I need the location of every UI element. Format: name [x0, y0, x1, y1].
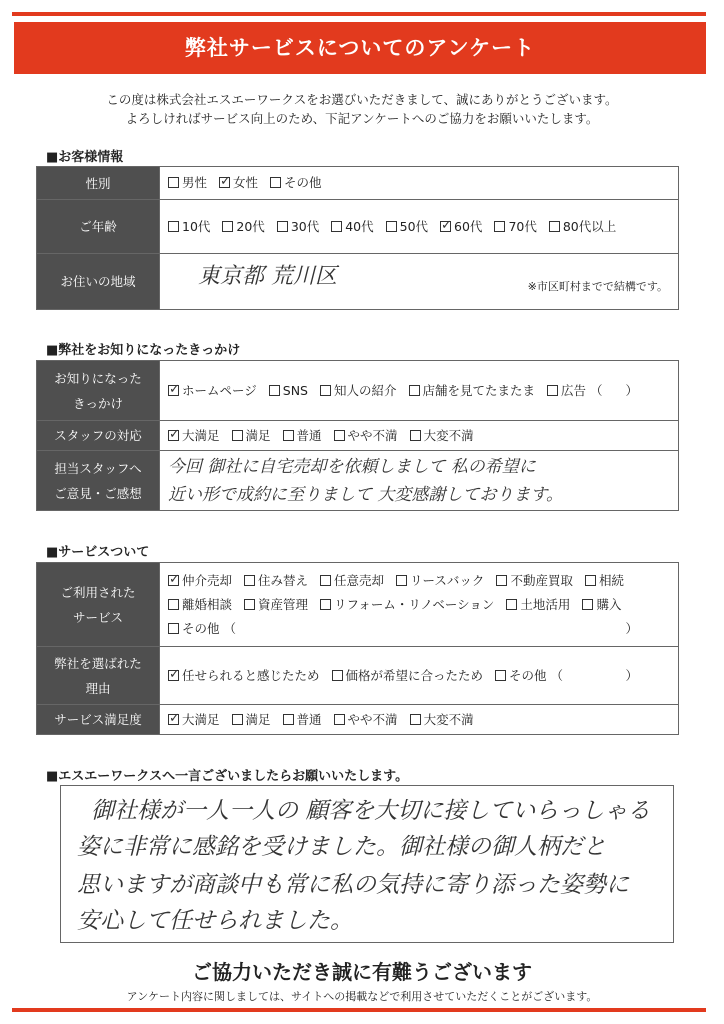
staff-label: スタッフの対応 — [37, 421, 160, 451]
used-label-line: ご利用された — [60, 584, 136, 600]
checkbox-checked-icon[interactable] — [219, 177, 230, 188]
checkbox-option[interactable] — [232, 712, 271, 727]
reason-label — [37, 647, 160, 705]
checkbox-label: 不動産買取 — [510, 572, 573, 588]
checkbox-label: その他 — [284, 175, 322, 190]
checkbox-option[interactable] — [585, 573, 624, 588]
intro-line: よろしければサービス向上のため、下記アンケートへのご協力をお願いいたします。 — [125, 111, 599, 126]
message-line: 御社様が一人一人の 顧客を大切に接していらっしゃる — [91, 798, 651, 824]
page-title: 弊社サービスについてのアンケート — [14, 22, 706, 74]
how-label — [37, 361, 160, 421]
checkbox-icon[interactable] — [331, 221, 342, 232]
close-paren: ） — [625, 667, 638, 683]
checkbox-icon[interactable] — [410, 430, 421, 441]
checkbox-label: 20代 — [236, 218, 265, 234]
bottom-accent-line — [12, 1008, 706, 1012]
used-label-line: サービス — [72, 609, 123, 625]
checkbox-option[interactable] — [277, 219, 319, 234]
checkbox-label: 大満足 — [182, 711, 220, 727]
checkbox-icon[interactable] — [168, 623, 179, 634]
checkbox-option[interactable] — [168, 428, 220, 443]
checkbox-label: SNS — [282, 382, 308, 398]
checkbox-label: 普通 — [296, 427, 322, 443]
checkbox-label: 60代 — [454, 218, 483, 234]
checkbox-label: 男性 — [182, 175, 208, 190]
checkbox-label: 70代 — [508, 218, 537, 234]
age-options — [160, 200, 679, 254]
checkbox-label: 相続 — [598, 572, 624, 588]
message-line: 安心して任せられました。 — [77, 908, 353, 934]
checkbox-icon[interactable] — [232, 714, 243, 725]
footer-note: アンケート内容に関しましては、サイトへの掲載などで利用させていただくことがございます。 — [126, 990, 598, 1003]
checkbox-label: 50代 — [399, 218, 429, 234]
reason-options — [160, 647, 679, 705]
reason-label-line: 理由 — [85, 680, 111, 696]
checkbox-option[interactable] — [168, 621, 236, 636]
used-label — [37, 563, 160, 647]
checkbox-option[interactable] — [334, 712, 398, 727]
checkbox-icon[interactable] — [277, 221, 288, 232]
satisfaction-label: サービス満足度 — [37, 705, 160, 735]
checkbox-option[interactable] — [232, 428, 271, 443]
top-accent-line — [12, 12, 706, 16]
checkbox-icon[interactable] — [332, 670, 343, 681]
trigger-table — [36, 360, 679, 511]
checkbox-option[interactable] — [320, 383, 397, 398]
reason-label-line: 弊社を選ばれた — [54, 655, 142, 671]
checkbox-label: 価格が希望に合ったため — [345, 667, 484, 683]
checkbox-icon[interactable] — [547, 385, 558, 396]
checkbox-label: 満足 — [245, 427, 271, 443]
checkbox-checked-icon[interactable] — [168, 575, 179, 586]
checkbox-checked-icon[interactable] — [168, 714, 179, 725]
checkbox-icon[interactable] — [244, 575, 255, 586]
checkbox-checked-icon[interactable] — [440, 221, 451, 232]
checkbox-option[interactable] — [219, 175, 258, 190]
opinion-field[interactable] — [160, 451, 679, 511]
checkbox-icon[interactable] — [222, 221, 233, 232]
close-paren: ） — [625, 382, 638, 398]
thanks-text: ご協力いただき誠に有難うございます — [192, 960, 532, 984]
checkbox-label: リフォーム・リノベーション — [334, 596, 495, 612]
checkbox-option[interactable] — [283, 428, 322, 443]
checkbox-option[interactable] — [269, 383, 308, 398]
checkbox-label: 住み替え — [258, 572, 309, 588]
checkbox-icon[interactable] — [396, 575, 407, 586]
checkbox-option[interactable] — [270, 175, 322, 190]
opinion-label-line: ご意見・ご感想 — [54, 485, 142, 501]
checkbox-icon[interactable] — [585, 575, 596, 586]
checkbox-label: 大満足 — [182, 427, 220, 443]
checkbox-label: ホームページ — [182, 382, 257, 398]
checkbox-option[interactable] — [496, 573, 573, 588]
opinion-label — [37, 451, 160, 511]
how-options — [160, 361, 679, 421]
checkbox-label: 普通 — [296, 711, 322, 727]
intro-text — [0, 90, 724, 128]
checkbox-option[interactable] — [386, 219, 428, 234]
checkbox-option[interactable] — [334, 428, 398, 443]
message-line: 姿に非常に感銘を受けました。御社様の御人柄だと — [77, 834, 606, 860]
checkbox-icon[interactable] — [334, 430, 345, 441]
checkbox-icon[interactable] — [582, 599, 593, 610]
checkbox-option[interactable] — [410, 428, 474, 443]
checkbox-option[interactable] — [396, 573, 484, 588]
checkbox-option[interactable] — [168, 175, 207, 190]
checkbox-label: 購入 — [596, 596, 622, 612]
checkbox-label: その他 （ — [182, 620, 236, 636]
checkbox-option[interactable] — [168, 573, 232, 588]
checkbox-icon[interactable] — [283, 430, 294, 441]
checkbox-icon[interactable] — [334, 714, 345, 725]
checkbox-icon[interactable] — [320, 599, 331, 610]
checkbox-icon[interactable] — [283, 714, 294, 725]
opinion-line: 今回 御社に自宅売却を依頼しまして 私の希望に — [168, 456, 536, 477]
checkbox-icon[interactable] — [506, 599, 517, 610]
area-value: 東京都 荒川区 — [198, 263, 337, 289]
checkbox-option[interactable] — [320, 573, 384, 588]
opinion-line: 近い形で成約に至りまして 大変感謝しております。 — [168, 484, 564, 505]
checkbox-option[interactable] — [410, 712, 474, 727]
checkbox-label: 知人の紹介 — [334, 382, 397, 398]
checkbox-icon[interactable] — [494, 221, 505, 232]
checkbox-label: 満足 — [245, 711, 271, 727]
checkbox-option[interactable] — [320, 597, 494, 612]
checkbox-icon[interactable] — [232, 430, 243, 441]
message-field[interactable] — [60, 785, 674, 943]
satisfaction-options — [160, 705, 679, 735]
how-label-line: きっかけ — [72, 395, 123, 411]
close-paren: ） — [625, 620, 638, 636]
checkbox-option[interactable] — [168, 219, 210, 234]
checkbox-label: 土地活用 — [520, 596, 571, 612]
checkbox-option[interactable] — [244, 573, 308, 588]
area-label: お住いの地域 — [37, 254, 160, 310]
checkbox-option[interactable] — [409, 383, 536, 398]
checkbox-option[interactable] — [244, 597, 308, 612]
checkbox-label: その他 （ — [509, 667, 564, 683]
checkbox-option[interactable] — [440, 219, 482, 234]
checkbox-option[interactable] — [331, 219, 373, 234]
checkbox-label: 大変不満 — [423, 427, 474, 443]
intro-line: この度は株式会社エスエーワークスをお選びいただきまして、誠にありがとうございます。 — [106, 92, 618, 107]
section-title-customer: ■お客様情報 — [46, 150, 124, 165]
customer-table — [36, 166, 679, 310]
checkbox-label: やや不満 — [347, 711, 398, 727]
checkbox-option[interactable] — [547, 383, 602, 398]
checkbox-icon[interactable] — [270, 177, 281, 188]
gender-options — [160, 167, 679, 200]
staff-options — [160, 421, 679, 451]
checkbox-icon[interactable] — [320, 575, 331, 586]
checkbox-option[interactable] — [283, 712, 322, 727]
checkbox-option[interactable] — [494, 219, 536, 234]
checkbox-icon[interactable] — [269, 385, 280, 396]
checkbox-icon[interactable] — [495, 670, 506, 681]
checkbox-label: 広告 （ — [561, 382, 603, 398]
area-field[interactable] — [160, 254, 679, 310]
area-note: ※市区町村までで結構です。 — [527, 279, 668, 293]
checkbox-label: 任意売却 — [334, 572, 385, 588]
checkbox-option[interactable] — [582, 597, 621, 612]
checkbox-icon[interactable] — [386, 221, 397, 232]
opinion-label-line: 担当スタッフへ — [54, 460, 142, 476]
used-options — [160, 563, 679, 647]
checkbox-option[interactable] — [495, 668, 563, 683]
section-title-message: ■エスエーワークスへ一言ございましたらお願いいたします。 — [46, 769, 409, 784]
checkbox-icon[interactable] — [409, 385, 420, 396]
checkbox-label: 資産管理 — [258, 596, 309, 612]
checkbox-checked-icon[interactable] — [168, 430, 179, 441]
checkbox-label: 任せられると感じたため — [182, 667, 320, 683]
checkbox-label: 離婚相談 — [182, 596, 233, 612]
checkbox-label: 店舗を見てたまたま — [422, 382, 536, 398]
checkbox-label: 40代 — [345, 218, 374, 234]
checkbox-option[interactable] — [168, 712, 220, 727]
checkbox-icon[interactable] — [168, 221, 179, 232]
service-table — [36, 562, 679, 735]
checkbox-option[interactable] — [168, 668, 320, 683]
checkbox-icon[interactable] — [496, 575, 507, 586]
checkbox-label: 仲介売却 — [182, 572, 233, 588]
checkbox-option[interactable] — [506, 597, 570, 612]
checkbox-label: 80代以上 — [562, 218, 617, 234]
checkbox-option[interactable] — [332, 668, 484, 683]
checkbox-option[interactable] — [549, 219, 616, 234]
checkbox-label: 大変不満 — [423, 711, 474, 727]
section-title-service: ■サービスついて — [46, 545, 150, 560]
age-label: ご年齢 — [37, 200, 160, 254]
how-label-line: お知りになった — [54, 370, 142, 386]
checkbox-icon[interactable] — [244, 599, 255, 610]
checkbox-option[interactable] — [222, 219, 264, 234]
checkbox-label: リースバック — [410, 572, 485, 588]
checkbox-label: 10代 — [182, 218, 211, 234]
section-title-trigger: ■弊社をお知りになったきっかけ — [46, 343, 241, 358]
checkbox-option[interactable] — [168, 597, 232, 612]
checkbox-icon[interactable] — [549, 221, 560, 232]
checkbox-label: 女性 — [233, 175, 259, 190]
message-line: 思いますが商談中も常に私の気持に寄り添った姿勢に — [77, 872, 629, 898]
checkbox-icon[interactable] — [320, 385, 331, 396]
checkbox-checked-icon[interactable] — [168, 670, 179, 681]
checkbox-checked-icon[interactable] — [168, 385, 179, 396]
gender-label: 性別 — [37, 167, 160, 200]
checkbox-label: 30代 — [290, 218, 320, 234]
checkbox-icon[interactable] — [410, 714, 421, 725]
checkbox-label: やや不満 — [347, 427, 398, 443]
checkbox-option[interactable] — [168, 383, 257, 398]
checkbox-icon[interactable] — [168, 177, 179, 188]
checkbox-icon[interactable] — [168, 599, 179, 610]
